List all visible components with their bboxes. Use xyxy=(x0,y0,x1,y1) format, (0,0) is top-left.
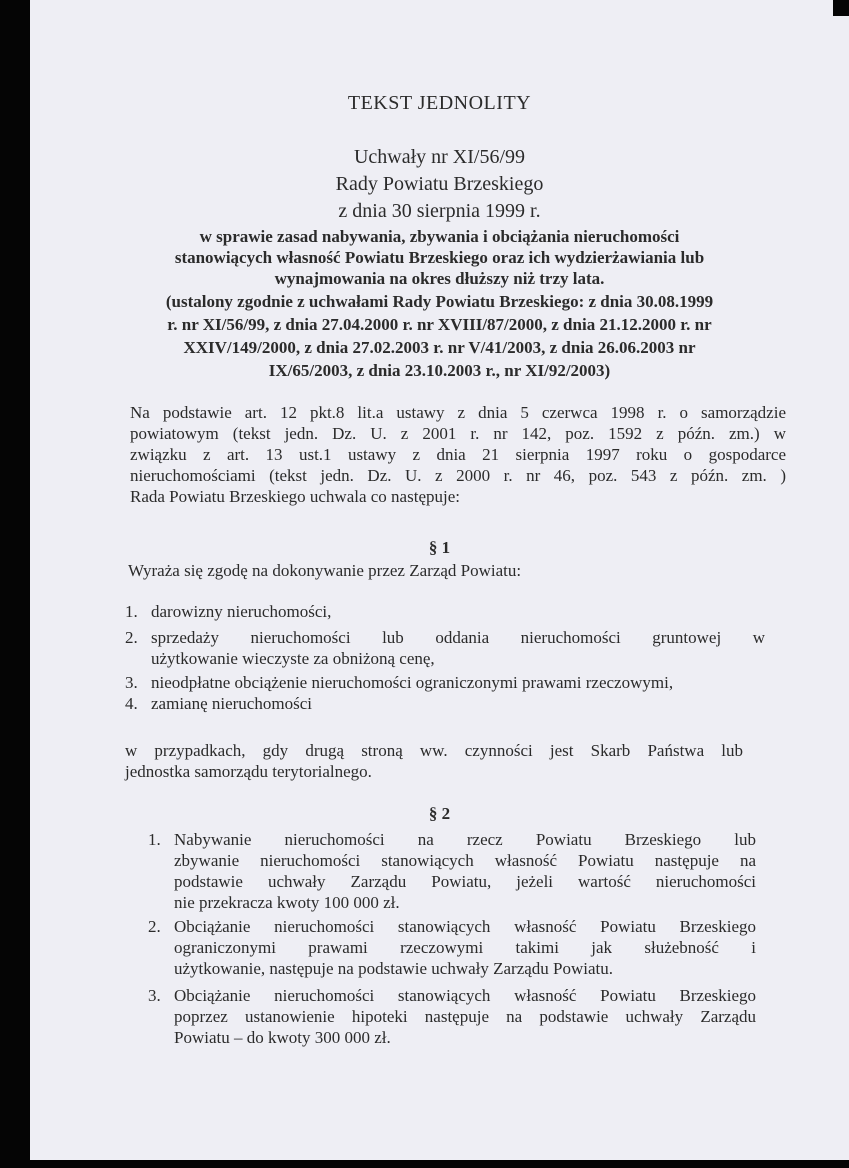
section-2-symbol: § 2 xyxy=(428,804,451,823)
item-line: Obciążanie nieruchomości stanowiących własność Powiatu Brzeskiego xyxy=(174,917,756,936)
item-number: 1. xyxy=(148,830,161,849)
scan-corner-mark xyxy=(833,0,849,16)
section-1-symbol: § 1 xyxy=(428,538,451,557)
item-text xyxy=(174,916,756,979)
item-line: ograniczonymi prawami rzeczowymi takimi jak służebność i xyxy=(174,938,756,957)
item-number: 1. xyxy=(125,602,138,621)
preamble-line-5: Rada Powiatu Brzeskiego uchwala co następuje: xyxy=(130,487,460,506)
preamble-line-4: nieruchomościami (tekst jedn. Dz. U. z 2000 r. nr 46, poz. 543 z późn. zm. ) xyxy=(130,466,786,485)
section-1-closing xyxy=(125,740,743,782)
item-text xyxy=(174,985,756,1048)
consolidation-line-1: (ustalony zgodnie z uchwałami Rady Powiatu Brzeskiego: z dnia 30.08.1999 xyxy=(165,292,714,311)
section-2-item-3 xyxy=(148,985,788,1048)
item-text xyxy=(174,829,756,913)
item-line: darowizny nieruchomości, xyxy=(151,602,332,621)
item-line: Nabywanie nieruchomości na rzecz Powiatu Brzeskiego lub xyxy=(174,830,756,849)
item-line: podstawie uchwały Zarządu Powiatu, jeżeli wartość nieruchomości xyxy=(174,872,756,891)
item-line: użytkowanie wieczyste za obniżoną cenę, xyxy=(151,649,435,668)
section-1-intro xyxy=(128,560,788,581)
council-name: Rady Powiatu Brzeskiego xyxy=(335,173,544,195)
item-text xyxy=(151,672,785,693)
preamble-line-1: Na podstawie art. 12 pkt.8 lit.a ustawy z dnia 5 czerwca 1998 r. o samorządzie xyxy=(130,403,786,422)
closing-line-1: w przypadkach, gdy drugą stroną ww. czynności jest Skarb Państwa lub xyxy=(125,741,743,760)
closing-line-2: jednostka samorządu terytorialnego. xyxy=(125,762,372,781)
item-number: 2. xyxy=(125,628,138,647)
item-line: poprzez ustanowienie hipoteki następuje na podstawie uchwały Zarządu xyxy=(174,1007,756,1026)
section-1-item-1 xyxy=(125,601,785,622)
subject-line-3: wynajmowania na okres dłuższy niż trzy lata. xyxy=(274,269,605,288)
item-line: Powiatu – do kwoty 300 000 zł. xyxy=(174,1028,391,1047)
document-page xyxy=(30,0,849,1160)
preamble-line-3: związku z art. 13 ust.1 ustawy z dnia 21 sierpnia 1997 roku o gospodarce xyxy=(130,445,786,464)
item-line: zamianę nieruchomości xyxy=(151,694,312,713)
section-1-item-3 xyxy=(125,672,785,693)
preamble-line-2: powiatowym (tekst jedn. Dz. U. z 2001 r. nr 142, poz. 1592 z późn. zm.) w xyxy=(130,424,786,443)
item-number: 2. xyxy=(148,917,161,936)
item-number: 4. xyxy=(125,694,138,713)
item-line: nieodpłatne obciążenie nieruchomości ograniczonymi prawami rzeczowymi, xyxy=(151,673,674,692)
section-2-item-2 xyxy=(148,916,788,979)
subject-line-1: w sprawie zasad nabywania, zbywania i obciążania nieruchomości xyxy=(199,227,680,246)
consolidation-line-3: XXIV/149/2000, z dnia 27.02.2003 r. nr V/41/2003, z dnia 26.06.2003 nr xyxy=(183,338,696,357)
section-1-item-4 xyxy=(125,693,785,714)
item-number: 3. xyxy=(148,986,161,1005)
consolidation-line-4: IX/65/2003, z dnia 23.10.2003 r., nr XI/92/2003) xyxy=(268,361,611,380)
item-text xyxy=(151,627,765,669)
item-line: Obciążanie nieruchomości stanowiących własność Powiatu Brzeskiego xyxy=(174,986,756,1005)
section-2-item-1 xyxy=(148,829,788,913)
item-number: 3. xyxy=(125,673,138,692)
resolution-date: z dnia 30 sierpnia 1999 r. xyxy=(338,200,541,222)
item-text xyxy=(151,601,785,622)
section-1-intro-text: Wyraża się zgodę na dokonywanie przez Zarząd Powiatu: xyxy=(128,561,522,580)
preamble xyxy=(130,402,786,507)
item-line: nie przekracza kwoty 100 000 zł. xyxy=(174,893,400,912)
subject-line-2: stanowiących własność Powiatu Brzeskiego oraz ich wydzierżawiania lub xyxy=(174,248,705,267)
item-line: zbywanie nieruchomości stanowiących własność Powiatu następuje na xyxy=(174,851,756,870)
item-text xyxy=(151,693,785,714)
resolution-number: Uchwały nr XI/56/99 xyxy=(353,146,526,168)
section-1-item-2 xyxy=(125,627,785,669)
item-line: sprzedaży nieruchomości lub oddania nieruchomości gruntowej w xyxy=(151,628,765,647)
item-line: użytkowanie, następuje na podstawie uchwały Zarządu Powiatu. xyxy=(174,959,614,978)
consolidation-line-2: r. nr XI/56/99, z dnia 27.04.2000 r. nr XVIII/87/2000, z dnia 21.12.2000 r. nr xyxy=(167,315,712,334)
document-title: TEKST JEDNOLITY xyxy=(347,92,532,114)
